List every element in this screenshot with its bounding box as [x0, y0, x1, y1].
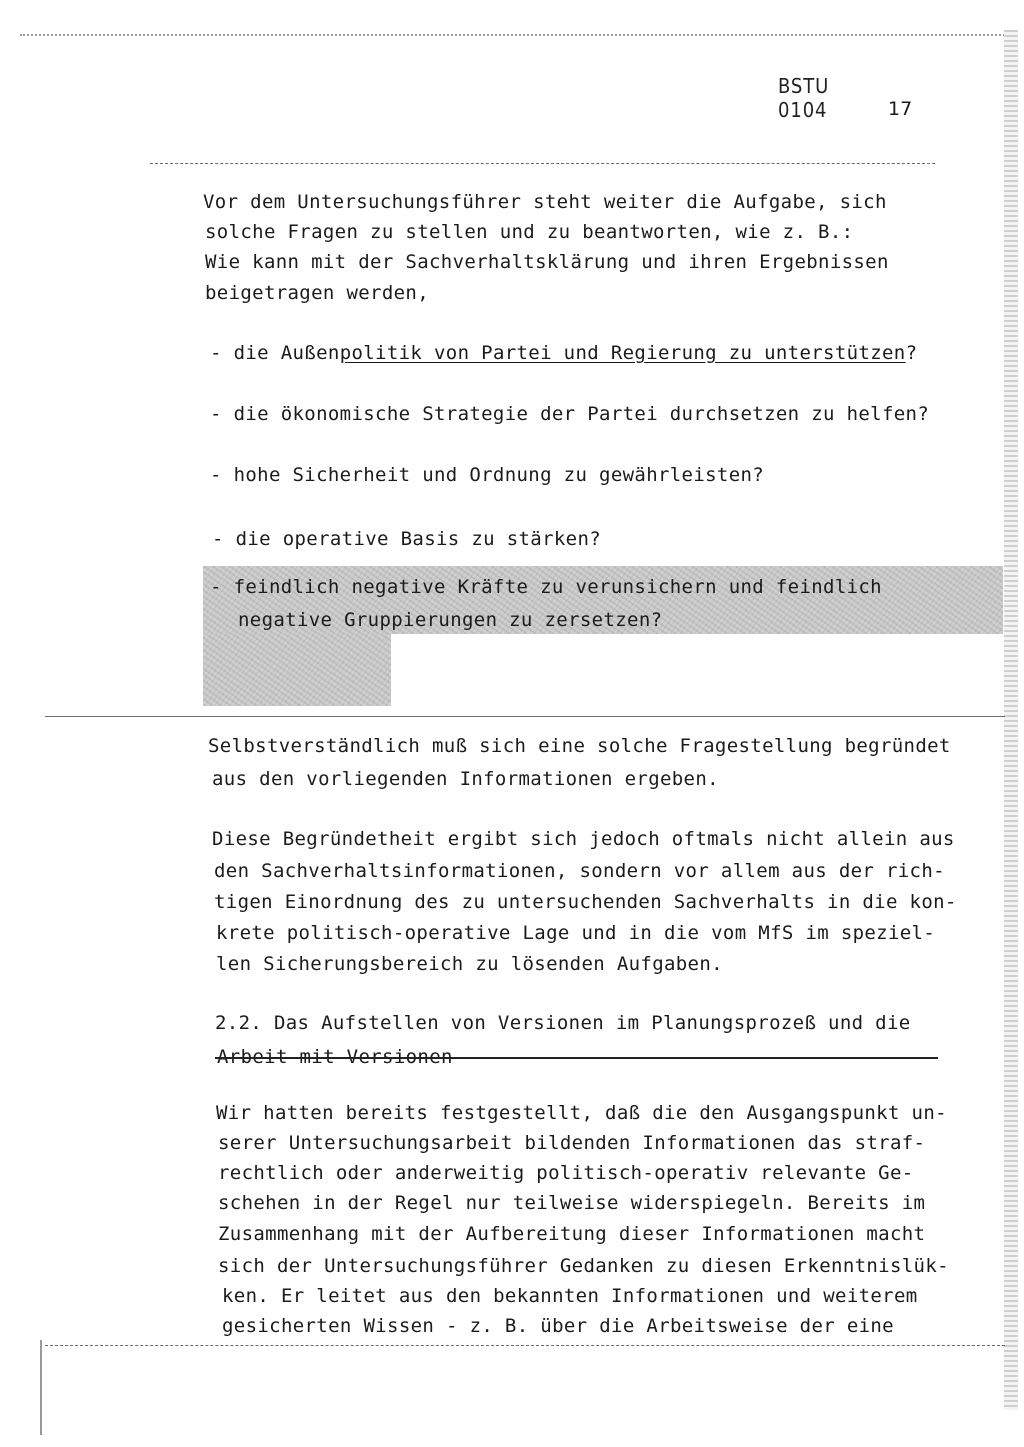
- heading-underline: [215, 1057, 938, 1059]
- paragraph4-line-1: Wir hatten bereits festgestellt, daß die den Ausgangspunkt un-: [216, 1102, 947, 1124]
- paragraph1-line-1: Vor dem Untersuchungsführer steht weiter die Aufgabe, sich: [203, 191, 887, 213]
- stamp-line-1: BSTU: [778, 74, 830, 98]
- bullet-1-prefix: - die Außen: [210, 342, 340, 364]
- paragraph4-line-7: ken. Er leitet aus den bekannten Informationen und weiterem: [222, 1285, 918, 1307]
- paragraph3-line-2: den Sachverhaltsinformationen, sondern vor allem aus der rich-: [214, 860, 945, 882]
- paragraph3-line-5: len Sicherungsbereich zu lösenden Aufgaben.: [216, 953, 723, 975]
- paragraph2-line-1: Selbstverständlich muß sich eine solche Fragestellung begründet: [208, 735, 951, 757]
- bullet-item-5-line-1: - feindlich negative Kräfte zu verunsichern und feindlich: [210, 576, 882, 598]
- section-heading-line-2: Arbeit mit Versionen: [217, 1046, 453, 1068]
- page-number: 17: [888, 98, 913, 120]
- paragraph3-line-3: tigen Einordnung des zu untersuchenden Sachverhalts in die kon-: [214, 891, 957, 913]
- separator-middle: [45, 716, 1005, 717]
- redaction-overlay-block: [203, 634, 391, 706]
- bullet-item-5-line-2: negative Gruppierungen zu zersetzen?: [238, 609, 663, 631]
- top-border-line: [20, 34, 1005, 36]
- bullet-item-3: - hohe Sicherheit und Ordnung zu gewährleisten?: [210, 464, 765, 486]
- dashed-separator-top: [150, 163, 935, 164]
- paragraph3-line-4: krete politisch-operative Lage und in die vom MfS im speziel-: [216, 922, 936, 944]
- bullet-1-underlined: politik von Partei und Regierung zu unterstützen: [339, 342, 906, 364]
- paragraph1-line-4: beigetragen werden,: [205, 282, 429, 304]
- bullet-item-2: - die ökonomische Strategie der Partei durchsetzen zu helfen?: [210, 403, 930, 425]
- paragraph1-line-2: solche Fragen zu stellen und zu beantworten, wie z. B.:: [205, 221, 854, 243]
- scan-edge-strip: [1004, 30, 1018, 1410]
- paragraph3-line-1: Diese Begründetheit ergibt sich jedoch oftmals nicht allein aus: [212, 828, 955, 850]
- bullet-1-suffix: ?: [905, 342, 918, 364]
- paragraph1-line-3: Wie kann mit der Sachverhaltsklärung und ihren Ergebnissen: [205, 251, 889, 273]
- bullet-item-1: [210, 340, 917, 366]
- paragraph4-line-3: rechtlich oder anderweitig politisch-operativ relevante Ge-: [218, 1162, 914, 1184]
- paragraph4-line-5: Zusammenhang mit der Aufbereitung dieser Informationen macht: [218, 1223, 926, 1245]
- stamp-line-2: 0104: [778, 98, 828, 122]
- dashed-separator-bottom: [45, 1345, 1005, 1346]
- paragraph2-line-2: aus den vorliegenden Informationen ergeben.: [212, 768, 719, 790]
- archive-stamp: [778, 74, 829, 122]
- paragraph4-line-8: gesicherten Wissen - z. B. über die Arbeitsweise der eine: [222, 1315, 894, 1337]
- bullet-item-4: - die operative Basis zu stärken?: [212, 528, 602, 550]
- section-heading-line-1: 2.2. Das Aufstellen von Versionen im Planungsprozeß und die: [215, 1012, 911, 1034]
- paragraph4-line-6: sich der Untersuchungsführer Gedanken zu diesen Erkenntnislük-: [218, 1255, 949, 1277]
- paragraph4-line-4: schehen in der Regel nur teilweise widerspiegeln. Bereits im: [218, 1192, 926, 1214]
- paragraph4-line-2: serer Untersuchungsarbeit bildenden Informationen das straf-: [218, 1132, 926, 1154]
- left-margin-mark: [40, 1340, 42, 1435]
